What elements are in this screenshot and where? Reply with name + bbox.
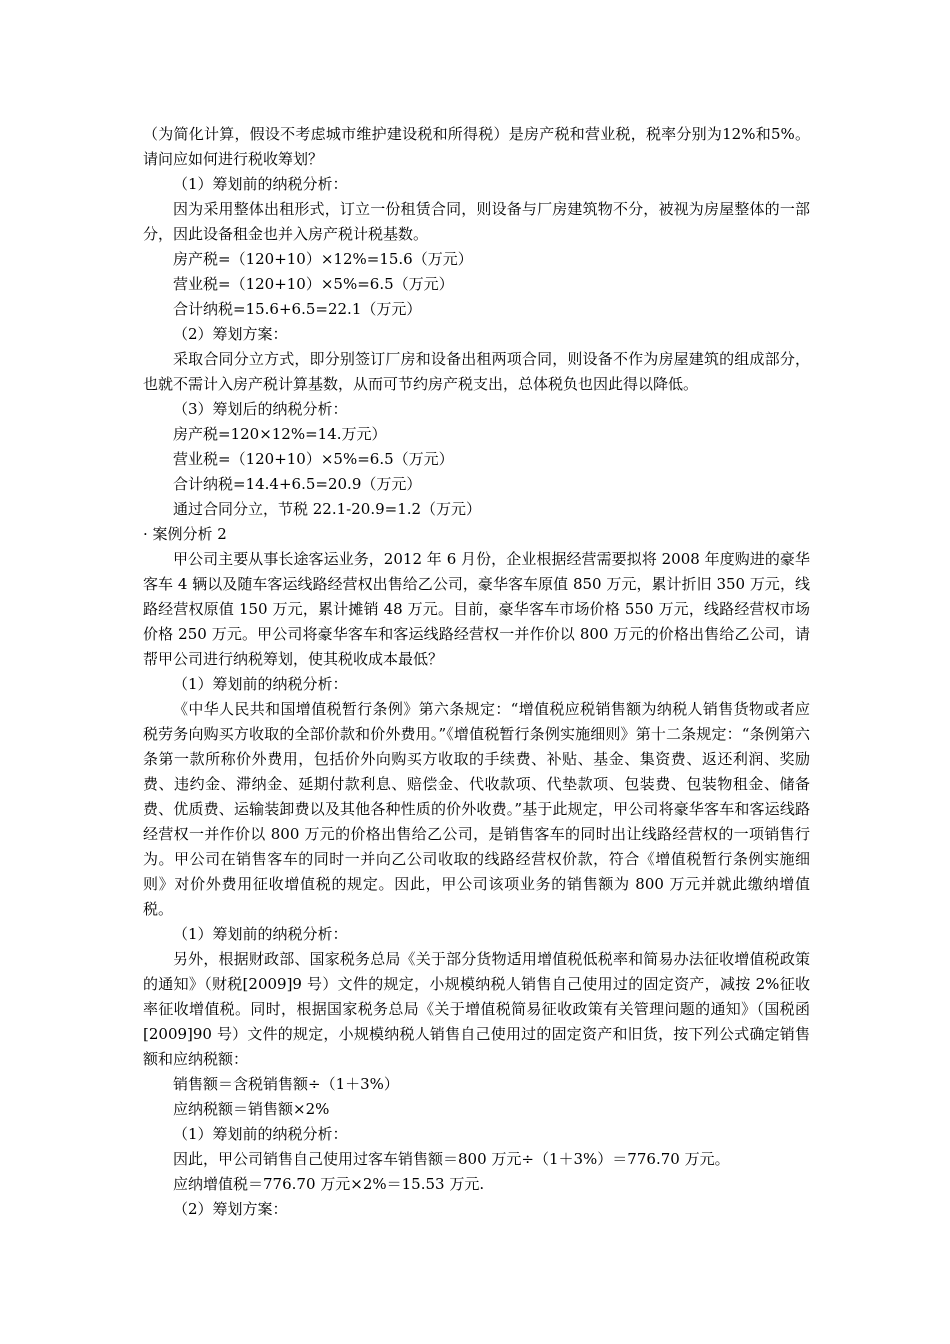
formula-total-tax: 合计纳税=15.6+6.5=22.1（万元） — [173, 300, 422, 318]
formula-tax-saving: 通过合同分立，节税 22.1-20.9=1.2（万元） — [173, 500, 482, 518]
document-page — [143, 122, 810, 1222]
heading-planning-scheme: （2）筹划方案： — [173, 325, 288, 343]
formula-property-tax: 房产税=（120+10）×12%=15.6（万元） — [173, 250, 473, 268]
heading-post-planning-analysis: （3）筹划后的纳税分析： — [173, 400, 348, 418]
formula-total-tax-after: 合计纳税=14.4+6.5=20.9（万元） — [173, 475, 422, 493]
heading-case-analysis-2: · 案例分析 2 — [143, 525, 227, 543]
heading-pre-planning-analysis-2: （1）筹划前的纳税分析： — [173, 675, 348, 693]
paragraph-contract-split-scheme: 采取合同分立方式，即分别签订厂房和设备出租两项合同，则设备不作为房屋建筑的组成部分，也就不需计入房产税计算基数，从而可节约房产税支出，总体税负也因此得以降低。 — [143, 350, 810, 393]
paragraph-vat-regulation: 《中华人民共和国增值税暂行条例》第六条规定：“增值税应税销售额为纳税人销售货物或者应税劳务向购买方收取的全部价款和价外费用。”《增值税暂行条例实施细则》第十二条规定：“条例第六条第一款所称价外费用，包括价外向购买方收取的手续费、补贴、基金、集资费、返还利润、奖励费、违约金、滞纳金、延期付款利息、赔偿金、代收款项、代垫款项、包装费、包装物租金、储备费、优质费、运输装卸费以及其他各种性质的价外收费。”基于此规定，甲公司将豪华客车和客运线路经营权一并作价以 800 万元的价格出售给乙公司，是销售客车的同时出让线路经营权的一项销售行为。甲公司在销售客车的同时一并向乙公司收取的线路经营权价款，符合《增值税暂行条例实施细则》对价外费用征收增值税的规定。因此，甲公司该项业务的销售额为 800 万元并就此缴纳增值税。 — [143, 700, 810, 918]
formula-property-tax-after: 房产税=120×12%=14.万元） — [173, 425, 387, 443]
formula-sales-amount: 销售额＝含税销售额÷（1＋3%） — [173, 1075, 399, 1093]
paragraph-case-2-description: 甲公司主要从事长途客运业务，2012 年 6 月份，企业根据经营需要拟将 2008 年度购进的豪华客车 4 辆以及随车客运线路经营权出售给乙公司，豪华客车原值 850 万元，累计折旧 350 万元，线路经营权原值 150 万元，累计摊销 48 万元。目前，豪华客车市场价格 550 万元，线路经营权市场价格 250 万元。甲公司将豪华客车和客运线路经营权一并作价以 800 万元的价格出售给乙公司，请帮甲公司进行纳税筹划，使其税收成本最低？ — [143, 550, 810, 668]
formula-business-tax: 营业税=（120+10）×5%=6.5（万元） — [173, 275, 454, 293]
paragraph-small-scale-taxpayer-rules: 另外，根据财政部、国家税务总局《关于部分货物适用增值税低税率和简易办法征收增值税政策的通知》（财税[2009]9 号）文件的规定，小规模纳税人销售自己使用过的固定资产，减按 2%征收率征收增值税。同时，根据国家税务总局《关于增值税简易征收政策有关管理问题的通知》（国税函[2009]90 号）文件的规定，小规模纳税人销售自己使用过的固定资产和旧货，按下列公式确定销售额和应纳税额： — [143, 950, 810, 1068]
formula-business-tax-after: 营业税=（120+10）×5%=6.5（万元） — [173, 450, 454, 468]
heading-pre-planning-analysis-4: （1）筹划前的纳税分析： — [173, 1125, 348, 1143]
formula-vat-calculation: 应纳增值税＝776.70 万元×2%＝15.53 万元. — [173, 1175, 485, 1193]
formula-sales-calculation: 因此，甲公司销售自己使用过客车销售额＝800 万元÷（1＋3%）＝776.70 万元。 — [173, 1150, 730, 1168]
heading-planning-scheme-2: （2）筹划方案： — [173, 1200, 288, 1218]
heading-pre-planning-analysis: （1）筹划前的纳税分析： — [173, 175, 348, 193]
paragraph-intro-continuation: （为简化计算，假设不考虑城市维护建设税和所得税）是房产税和营业税，税率分别为12%和5%。请问应如何进行税收筹划？ — [143, 125, 810, 168]
heading-pre-planning-analysis-3: （1）筹划前的纳税分析： — [173, 925, 348, 943]
formula-tax-payable: 应纳税额＝销售额×2% — [173, 1100, 330, 1118]
paragraph-whole-lease-explanation: 因为采用整体出租形式，订立一份租赁合同，则设备与厂房建筑物不分，被视为房屋整体的一部分，因此设备租金也并入房产税计税基数。 — [143, 200, 810, 243]
